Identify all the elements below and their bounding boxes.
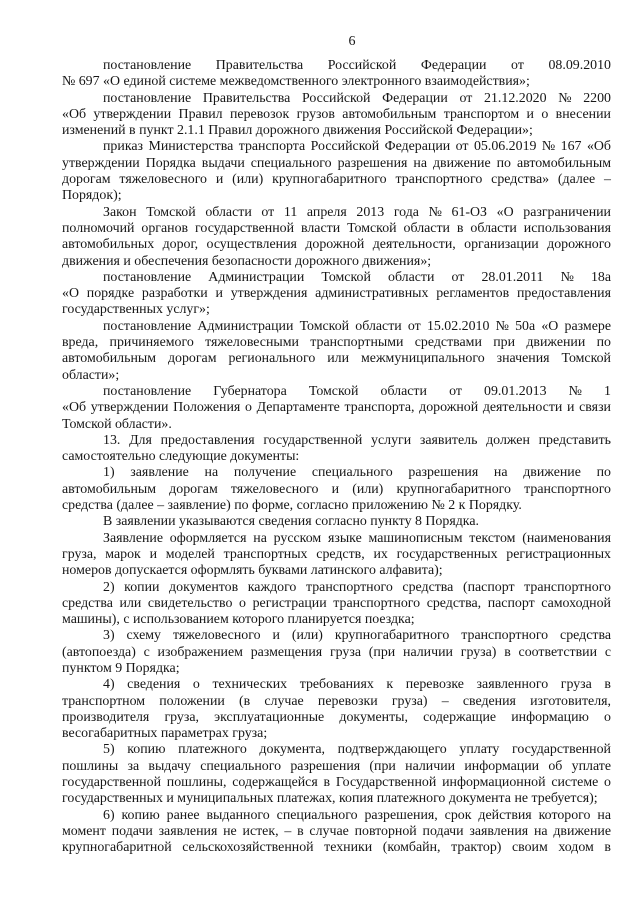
text-line: весогабаритных параметрах груза;: [62, 726, 268, 742]
section-13-intro: [62, 433, 611, 466]
text-line: пошлины за выдачу специального разрешения (при наличии информации об уплате: [62, 758, 611, 774]
text-line: груза, марок и моделей транспортных средств, их государственных регистрационных: [62, 546, 611, 562]
page-number: 6: [348, 34, 356, 49]
text-line: момент подачи заявления не истек, – в случае повторной подачи заявления на движение: [62, 823, 611, 839]
text-line: изменений в пункт 2.1.1 Правил дорожного движения Российской Федерации»;: [62, 123, 533, 139]
text-line: машины), с использованием которого планируется поездка;: [62, 612, 415, 628]
document-list-item: [62, 628, 611, 677]
text-line: движения и обеспечения безопасности дорожного движения»;: [62, 253, 432, 269]
text-line: крупногабаритной сельскохозяйственной техники (комбайн, трактор) своим ходом в: [62, 840, 611, 856]
text-line: Закон Томской области от 11 апреля 2013 года № 61-ОЗ «О разграничении: [103, 204, 611, 220]
text-line: автомобильным дорогам тяжеловесного и (или) крупногабаритного транспортного: [62, 481, 611, 497]
text-line: дорогам тяжеловесного и (или) крупногабаритного транспортного средства» (далее –: [62, 172, 611, 188]
application-note: [62, 531, 611, 580]
text-line: средства или свидетельство о регистрации транспортного средства, паспорт самоходной: [62, 595, 611, 611]
text-line: 13. Для предоставления государственной услуги заявитель должен представить: [103, 432, 611, 448]
text-line: государственных услуг»;: [62, 302, 210, 318]
text-line: государственных и муниципальных платежах, копия платежного документа не требуется);: [62, 791, 598, 807]
application-note: [62, 514, 611, 530]
text-line: постановление Администрации Томской области от 15.02.2010 № 50а «О размере: [103, 318, 611, 334]
text-line: 1) заявление на получение специального разрешения на движение по: [103, 465, 611, 481]
text-line: постановление Администрации Томской области от 28.01.2011 № 18а: [103, 269, 611, 285]
legal-basis-item: [62, 58, 611, 91]
document-list-item: [62, 580, 611, 629]
text-line: пунктом 9 Порядка;: [62, 660, 180, 676]
text-line: 2) копии документов каждого транспортного средства (паспорт транспортного: [103, 579, 611, 595]
text-line: 4) сведения о технических требованиях к перевозке заявленного груза в: [103, 677, 611, 693]
text-line: постановление Губернатора Томской области от 09.01.2013 № 1: [103, 383, 611, 399]
text-line: Томской области».: [62, 416, 172, 432]
text-line: транспортном положении (в случае перевозки груза) – сведения изготовителя,: [62, 693, 611, 709]
document-list-item: [62, 808, 611, 857]
text-line: 3) схему тяжеловесного и (или) крупногабаритного транспортного средства: [103, 628, 611, 644]
text-line: Порядок);: [62, 188, 122, 204]
text-line: приказ Министерства транспорта Российской Федерации от 05.06.2019 № 167 «Об: [103, 139, 611, 155]
page-body: [62, 58, 611, 857]
document-list-item: [62, 677, 611, 742]
text-line: В заявлении указываются сведения согласно пункту 8 Порядка.: [103, 514, 479, 530]
text-line: утверждении Порядка выдачи специального разрешения на движение по автомобильным: [62, 155, 611, 171]
text-line: полномочий органов государственной власти Томской области в области использования: [62, 220, 611, 236]
text-line: средства (далее – заявление) по форме, согласно приложению № 2 к Порядку.: [62, 498, 522, 514]
text-line: (автопоезда) с изображением размещения груза (при наличии груза) в соответствии с: [62, 644, 611, 660]
legal-basis-item: [62, 384, 611, 433]
legal-basis-item: [62, 139, 611, 204]
text-line: государственной пошлины, содержащейся в Государственной информационной системе о: [62, 775, 611, 791]
text-line: производителя груза, эксплуатационные документы, содержащие информацию о: [62, 709, 611, 725]
legal-basis-item: [62, 319, 611, 384]
text-line: автомобильных дорог, осуществления дорожной деятельности, организации дорожного: [62, 237, 611, 253]
legal-basis-item: [62, 270, 611, 319]
text-line: самостоятельно следующие документы:: [62, 449, 300, 465]
text-line: «Об утверждении Положения о Департаменте транспорта, дорожной деятельности и связи: [62, 400, 611, 416]
text-line: № 697 «О единой системе межведомственного электронного взаимодействия»;: [62, 74, 530, 90]
document-list-item: [62, 465, 611, 514]
text-line: Заявление оформляется на русском языке машинописным текстом (наименования: [103, 530, 611, 546]
text-line: вреда, причиняемого тяжеловесными транспортными средствами при движении по: [62, 335, 611, 351]
legal-basis-item: [62, 205, 611, 270]
legal-basis-item: [62, 91, 611, 140]
text-line: 5) копию платежного документа, подтверждающего уплату государственной: [103, 742, 611, 758]
text-line: 6) копию ранее выданного специального разрешения, срок действия которого на: [103, 807, 611, 823]
text-line: номеров допускается оформлять буквами латинского алфавита);: [62, 563, 443, 579]
document-list-item: [62, 742, 611, 807]
text-line: постановление Правительства Российской Федерации от 08.09.2010: [103, 58, 611, 73]
text-line: «О порядке разработки и утверждения административных регламентов предоставления: [62, 286, 611, 302]
text-line: автомобильным дорогам регионального или межмуниципального значения Томской: [62, 351, 611, 367]
text-line: «Об утверждении Правил перевозок грузов автомобильным транспортом и о внесении: [62, 106, 611, 122]
text-line: области»;: [62, 367, 120, 383]
text-line: постановление Правительства Российской Федерации от 21.12.2020 № 2200: [103, 90, 611, 106]
